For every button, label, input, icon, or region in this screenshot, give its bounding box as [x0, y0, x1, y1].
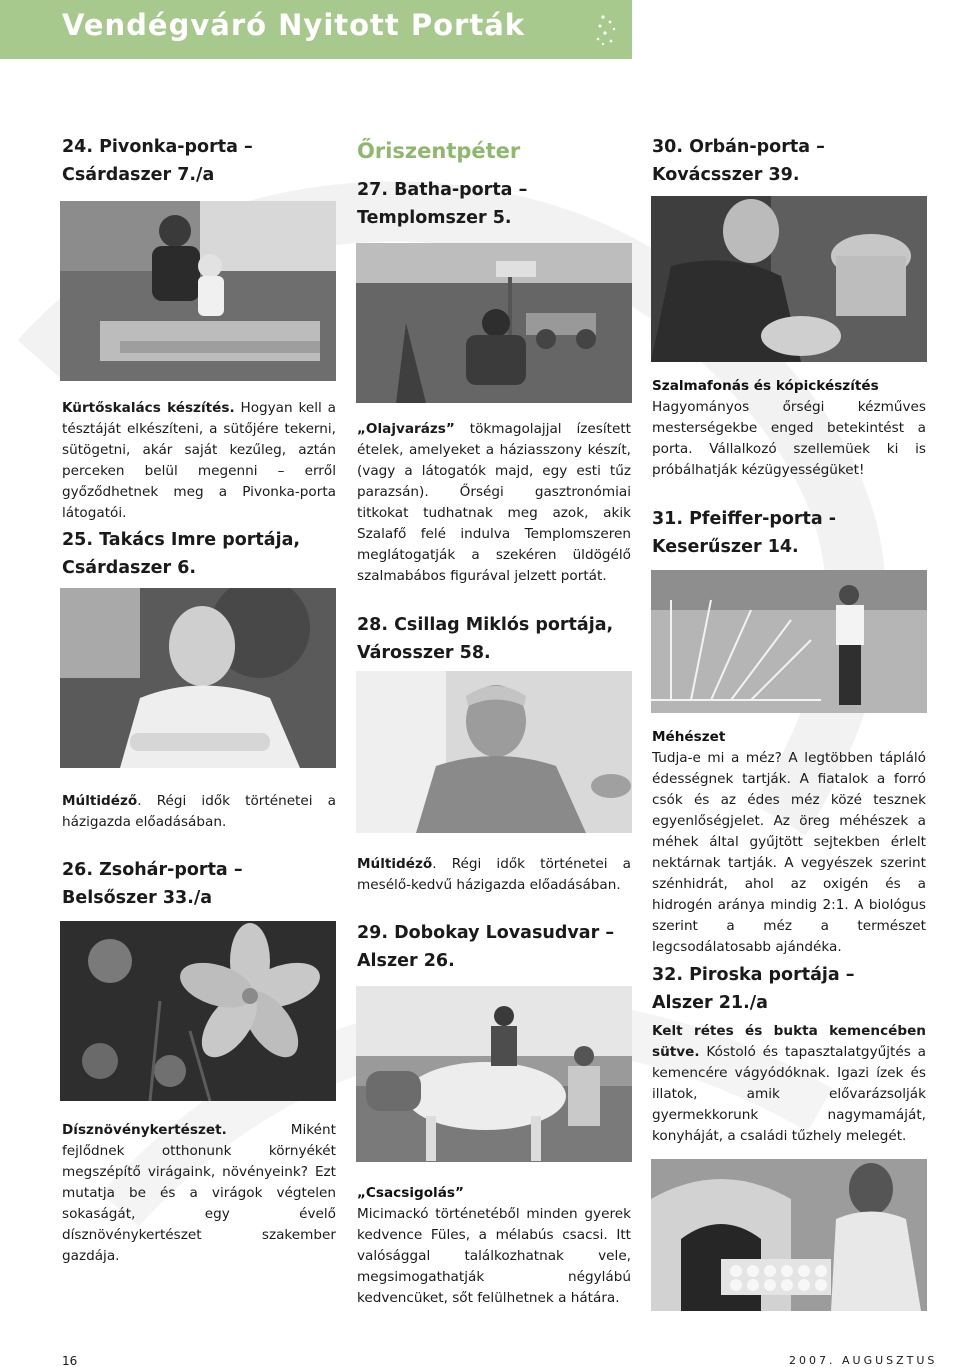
- photo-orban-porta: [651, 196, 927, 362]
- heading-29: 29. Dobokay Lovasudvar – Alszer 26.: [357, 923, 615, 971]
- photo-kurtoskalacs: [60, 201, 336, 381]
- text-27: „Olajvarázs” tökmagolajjal ízesített ételek, amelyeket a háziasszony készít, (vagy a látogatók majd, egy esti tűz parazsán). Őrségi gasztronómiai titkokat tudhatnak meg azok, akik Szalafő felé indulva Templomszeren meglátogatják a szekéren üldögélő szalmabábos figurával jelzett portát.: [357, 421, 631, 584]
- subtitle-29: „Csacsigolás”: [357, 1185, 464, 1201]
- subtitle-31: Méhészet: [652, 729, 726, 745]
- subtitle-30: Szalmafonás és kópickészítés: [652, 378, 879, 394]
- photo-lovasudvar: [356, 986, 632, 1162]
- heading-27: 27. Batha-porta – Templomszer 5.: [357, 180, 528, 228]
- text-24: Kürtőskalács készítés. Hogyan kell a tésztáját elkészíteni, a sütőjére tekerni, sütögetni, akár saját kezűleg, aztán perceken belül megenni – erről győződhetnek meg a Pivonka-porta látogatói.: [62, 400, 336, 521]
- photo-takacs-imre: [60, 588, 336, 768]
- text-25: Múltidéző. Régi idők történetei a házigazda előadásában.: [62, 793, 336, 830]
- text-26: Dísznövénykertészet. Miként fejlődnek otthonunk környékét megszépítő virágaink, növényeink? Ezt mutatja be és a virágok végtelen sokaságát, egy évelő dísznövénykertészet szakember gazdája.: [62, 1122, 336, 1264]
- page-title: Vendégváró Nyitott Porták: [62, 8, 526, 42]
- photo-disznoveny: [60, 921, 336, 1101]
- heading-24: 24. Pivonka-porta – Csárdaszer 7./a: [62, 137, 253, 185]
- text-30: Hagyományos őrségi kézműves mesterségekbe enged betekintést a porta. Vállalkozó szellemüek ki is próbálhatják kézügyességüket!: [652, 399, 926, 478]
- heading-25: 25. Takács Imre portája, Csárdaszer 6.: [62, 530, 301, 578]
- issue-date: 2007. AUGUSZTUS: [789, 1354, 938, 1367]
- photo-pfeiffer-porta: [651, 570, 927, 713]
- text-29: Micimackó történetéből minden gyerek kedvence Füles, a mélabús csacsi. Itt valósággal találkozhatnak vele, megsimogathatják négylábú kedvencüket, sőt felülhetnek a hátára.: [357, 1206, 631, 1306]
- page-number: 16: [62, 1354, 78, 1367]
- sparkle-icon: [594, 14, 620, 46]
- heading-32: 32. Piroska portája – Alszer 21./a: [652, 965, 855, 1013]
- heading-26: 26. Zsohár-porta – Belsőszer 33./a: [62, 860, 243, 908]
- heading-30: 30. Orbán-porta – Kovácsszer 39.: [652, 137, 825, 185]
- village-name: Őriszentpéter: [357, 139, 521, 163]
- header-banner: [0, 0, 632, 59]
- text-32: Kelt rétes és bukta kemencében sütve. Kóstoló és tapasztalatgyűjtés a kemencére vágyódóknak. Igazi ízek és illatok, amik elővarázsolják gyermekkorunk nagymamáját, konyháját, a családi tűzhely melegét.: [652, 1023, 926, 1144]
- heading-31: 31. Pfeiffer-porta - Keserűszer 14.: [652, 509, 837, 557]
- text-28: Múltidéző. Régi idők történetei a mesélő-kedvű házigazda előadásában.: [357, 856, 631, 893]
- photo-piroska-kemence: [651, 1159, 927, 1311]
- photo-csillag-miklos: [356, 671, 632, 833]
- text-31: Tudja-e mi a méz? A legtöbben tápláló édességnek tartják. A fiatalok a forró csók és az édes méz közé tesznek egyenlőségjelet. Az öreg méhészek a méhek által gyűjtött sejtekben érlelt nektárnak tartják. A vegyészek szerint szénhidrát, ahol az oxigén és a hidrogén aránya mindig 2:1. A biológus szerint a méz a természet legcsodálatosabb ajándéka.: [652, 750, 926, 955]
- photo-batha-porta: [356, 243, 632, 403]
- heading-28: 28. Csillag Miklós portája, Városszer 58.: [357, 615, 614, 663]
